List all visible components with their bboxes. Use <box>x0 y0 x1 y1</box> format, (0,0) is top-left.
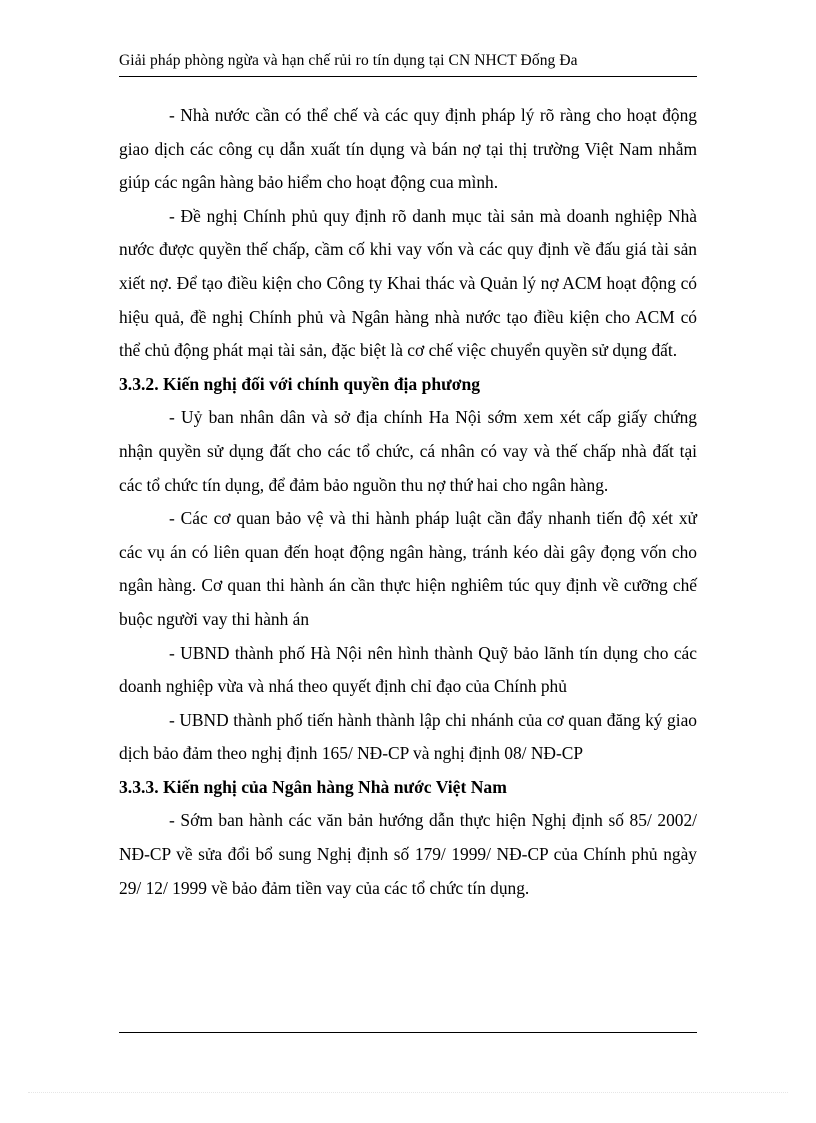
section-heading-332: 3.3.2. Kiến nghị đối với chính quyền địa phương <box>119 373 481 394</box>
header-rule <box>119 76 697 77</box>
running-header: Giải pháp phòng ngừa và hạn chế rủi ro tín dụng tại CN NHCT Đống Đa <box>119 52 578 69</box>
footer-rule <box>119 1032 697 1033</box>
paragraph-decree-guidance: - Sớm ban hành các văn bản hướng dẫn thực hiện Nghị định số 85/ 2002/ NĐ-CP về sửa đổi bổ sung Nghị định số 179/ 1999/ NĐ-CP của Chính phủ ngày 29/ 12/ 1999 về bảo đảm tiền vay của các tổ chức tín dụng. <box>119 810 697 898</box>
section-heading-333: 3.3.3. Kiến nghị của Ngân hàng Nhà nước Việt Nam <box>119 776 507 797</box>
document-body <box>119 99 697 905</box>
paragraph-government-proposal: - Đề nghị Chính phủ quy định rõ danh mục tài sản mà doanh nghiệp Nhà nước được quyền thế chấp, cầm cố khi vay vốn và các quy định về đấu giá tài sản xiết nợ. Để tạo điều kiện cho Công ty Khai thác và Quản lý nợ ACM hoạt động có hiệu quả, đề nghị Chính phủ và Ngân hàng nhà nước tạo điều kiện cho ACM có thể chủ động phát mại tài sản, đặc biệt là cơ chế việc chuyển quyền sử dụng đất. <box>119 205 697 361</box>
paragraph-legal-framework: - Nhà nước cần có thể chế và các quy định pháp lý rõ ràng cho hoạt động giao dịch các công cụ dẫn xuất tín dụng và bán nợ tại thị trường Việt Nam nhằm giúp các ngân hàng bảo hiểm cho hoạt động cua mình. <box>119 105 697 193</box>
paragraph-credit-guarantee-fund: - UBND thành phố Hà Nội nên hình thành Quỹ bảo lãnh tín dụng cho các doanh nghiệp vừa và nhá theo quyết định chỉ đạo của Chính phủ <box>119 642 697 697</box>
page-bottom-edge <box>28 1092 788 1093</box>
paragraph-land-certificates: - Uỷ ban nhân dân và sở địa chính Ha Nội sớm xem xét cấp giấy chứng nhận quyền sử dụng đất cho các tổ chức, cá nhân có vay và thế chấp nhà đất tại các tổ chức tín dụng, để đảm bảo nguồn thu nợ thứ hai cho ngân hàng. <box>119 407 697 495</box>
paragraph-registration-branch: - UBND thành phố tiến hành thành lập chi nhánh của cơ quan đăng ký giao dịch bảo đảm theo nghị định 165/ NĐ-CP và nghị định 08/ NĐ-CP <box>119 709 697 764</box>
paragraph-law-enforcement: - Các cơ quan bảo vệ và thi hành pháp luật cần đẩy nhanh tiến độ xét xử các vụ án có liên quan đến hoạt động ngân hàng, tránh kéo dài gây đọng vốn cho ngân hàng. Cơ quan thi hành án cần thực hiện nghiêm túc quy định về cưỡng chế buộc người vay thi hành án <box>119 508 697 629</box>
